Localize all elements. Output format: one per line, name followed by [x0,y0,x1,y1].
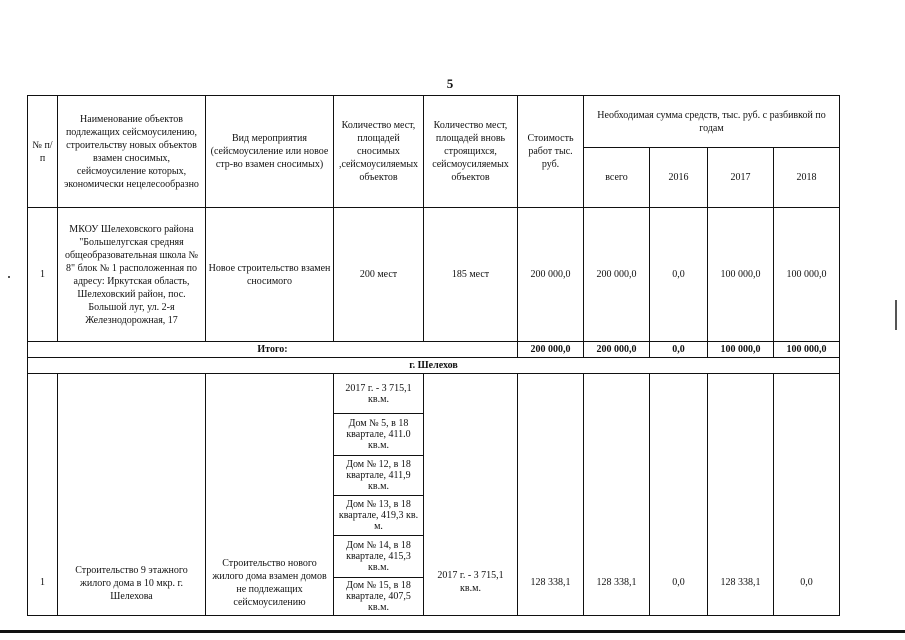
scan-border [0,630,905,633]
value-2016: 0,0 [650,208,708,342]
places-new: 185 мест [424,208,518,342]
program-table [27,95,840,616]
itogo-cost: 200 000,0 [518,342,584,358]
header-year-2017: 2017 [708,148,774,208]
header-places-new: Количество мест, площадей вновь строящихся, сейсмоусиляемых объектов [424,96,518,208]
header-num: № п/п [28,96,58,208]
header-cost: Стоимость работ тыс. руб. [518,96,584,208]
value-2016: 0,0 [650,374,708,616]
places-existing-item: Дом № 12, в 18 квартале, 411,9 кв.м. [334,456,424,496]
value-2018: 100 000,0 [774,208,840,342]
places-existing-item: Дом № 13, в 18 квартале, 419,3 кв. м. [334,496,424,536]
value-2017: 128 338,1 [708,374,774,616]
header-row-top [28,96,840,148]
header-funds: Необходимая сумма средств, тыс. руб. с разбивкой по годам [584,96,840,148]
value-2018: 0,0 [774,374,840,616]
value-2017: 100 000,0 [708,208,774,342]
itogo-2017: 100 000,0 [708,342,774,358]
header-name: Наименование объектов подлежащих сейсмоусилению, строительству новых объектов взамен сносимых, сейсмоусиление которых, экономически нецелесообразно [58,96,206,208]
row-num: 1 [28,374,58,616]
total-value: 128 338,1 [584,374,650,616]
page-number: 5 [446,76,454,91]
object-name: Строительство 9 этажного жилого дома в 10 мкр. г. Шелехова [58,374,206,616]
row-num: 1 [28,208,58,342]
scan-dot [8,276,10,278]
section-row [28,358,840,374]
places-existing-item: Дом № 15, в 18 квартале, 407,5 кв.м. [334,578,424,616]
object-name: МКОУ Шелеховского района "Большелугская средняя общеобразовательная школа № 8" блок № 1 расположенная по адресу: Иркутская область, Шелеховский район, пос. Большой луг, ул. 2-я Железнодорожная, 17 [58,208,206,342]
scan-artifact [895,300,897,330]
itogo-total: 200 000,0 [584,342,650,358]
cost-value: 200 000,0 [518,208,584,342]
places-new: 2017 г. - 3 715,1 кв.м. [424,374,518,616]
header-places-existing: Количество мест, площадей сносимых ,сейсмоусиляемых объектов [334,96,424,208]
places-existing-item: Дом № 5, в 18 квартале, 411.0 кв.м. [334,414,424,456]
itogo-row [28,342,840,358]
itogo-label: Итого: [28,342,518,358]
section-title: г. Шелехов [28,358,840,374]
itogo-2018: 100 000,0 [774,342,840,358]
cost-value: 128 338,1 [518,374,584,616]
table-row [28,374,840,414]
header-activity: Вид мероприятия (сейсмоусиление или новое стр-во взамен сносимых) [206,96,334,208]
header-total: всего [584,148,650,208]
activity-type: Новое строительство взамен сносимого [206,208,334,342]
places-existing-item: 2017 г. - 3 715,1 кв.м. [334,374,424,414]
table-row [28,208,840,342]
header-year-2016: 2016 [650,148,708,208]
activity-type: Строительство нового жилого дома взамен домов не подлежащих сейсмоусилению [206,374,334,616]
places-existing: 200 мест [334,208,424,342]
header-year-2018: 2018 [774,148,840,208]
itogo-2016: 0,0 [650,342,708,358]
total-value: 200 000,0 [584,208,650,342]
places-existing-item: Дом № 14, в 18 квартале, 415,3 кв.м. [334,536,424,578]
